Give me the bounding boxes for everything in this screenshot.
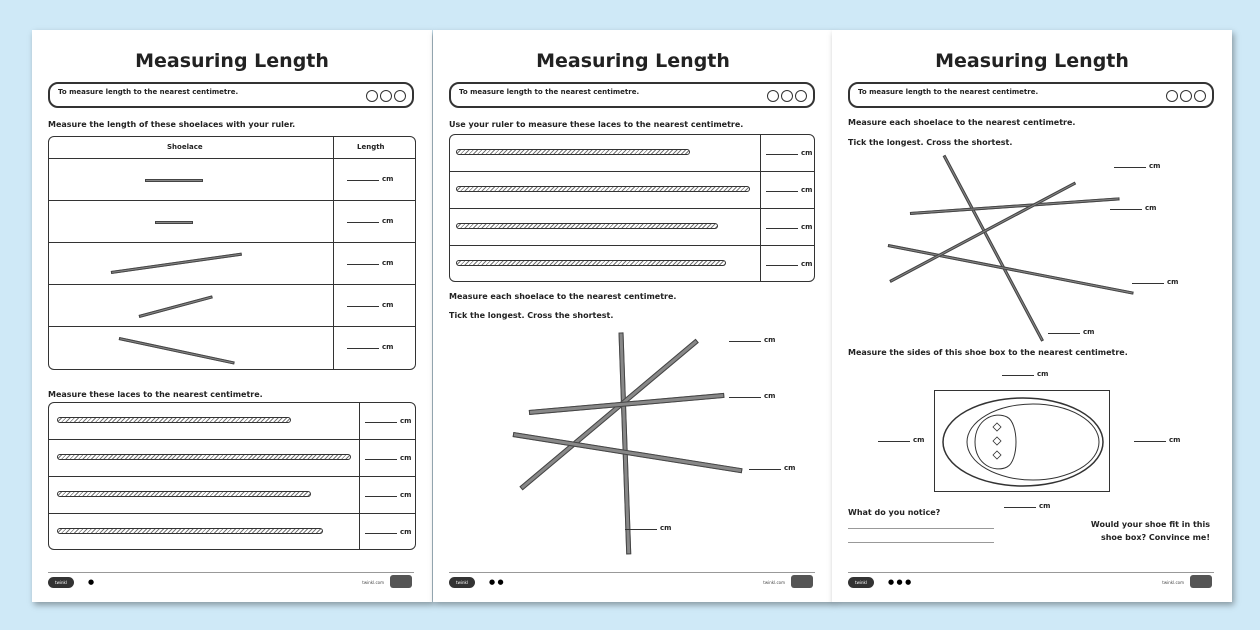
objective-box xyxy=(848,82,1214,108)
page-number-dots: ● ● xyxy=(489,578,504,586)
progress-dots xyxy=(366,90,406,102)
answer-field[interactable]: cm xyxy=(365,417,411,425)
page-footer xyxy=(48,572,414,590)
objective-text: To measure length to the nearest centimetre. xyxy=(858,88,1039,96)
progress-dot xyxy=(1166,90,1178,102)
table-row xyxy=(49,477,415,514)
answer-field[interactable]: cm xyxy=(1132,278,1178,286)
answer-field[interactable]: cm xyxy=(766,149,812,157)
answer-field[interactable]: cm xyxy=(625,524,671,532)
site-url: twinkl.com xyxy=(1162,580,1184,585)
table-row xyxy=(450,172,814,209)
answer-field[interactable]: cm xyxy=(766,186,812,194)
progress-dot xyxy=(1180,90,1192,102)
answer-field[interactable]: cm xyxy=(1114,162,1160,170)
answer-field[interactable]: cm xyxy=(1002,370,1048,378)
objective-text: To measure length to the nearest centimetre. xyxy=(459,88,640,96)
table-row xyxy=(450,246,814,282)
instruction: Measure the sides of this shoe box to the nearest centimetre. xyxy=(848,348,1128,357)
answer-field[interactable]: cm xyxy=(878,436,924,444)
writing-line[interactable] xyxy=(848,528,994,529)
worksheet-page-3 xyxy=(832,30,1232,602)
objective-box xyxy=(449,82,815,108)
worksheet-page-2 xyxy=(433,30,833,602)
page-footer xyxy=(449,572,815,590)
progress-dot xyxy=(380,90,392,102)
badge-icon xyxy=(390,575,412,588)
page-title: Measuring Length xyxy=(536,50,730,72)
progress-dot xyxy=(394,90,406,102)
page-number-dots: ● ● ● xyxy=(888,578,912,586)
answer-field[interactable]: cm xyxy=(365,528,411,536)
objective-text: To measure length to the nearest centimetre. xyxy=(58,88,239,96)
answer-field[interactable]: cm xyxy=(1004,502,1050,510)
page-title: Measuring Length xyxy=(935,50,1129,72)
answer-field[interactable]: cm xyxy=(347,175,393,183)
convince-question: Would your shoe fit in this shoe box? Convince me! xyxy=(1090,520,1210,542)
progress-dot xyxy=(1194,90,1206,102)
answer-field[interactable]: cm xyxy=(766,223,812,231)
objective-box xyxy=(48,82,414,108)
page-number-dots: ● xyxy=(88,578,95,586)
instruction: Measure these laces to the nearest centimetre. xyxy=(48,390,263,399)
table-row xyxy=(49,159,415,201)
answer-field[interactable]: cm xyxy=(1110,204,1156,212)
answer-field[interactable]: cm xyxy=(347,217,393,225)
table-header xyxy=(49,137,415,159)
column-header: Length xyxy=(357,143,385,151)
progress-dot xyxy=(781,90,793,102)
twinkl-logo: twinkl xyxy=(449,577,475,588)
table-row xyxy=(450,135,814,172)
answer-field[interactable]: cm xyxy=(729,392,775,400)
instruction: Measure the length of these shoelaces with your ruler. xyxy=(48,120,296,129)
laces-table xyxy=(48,402,416,550)
answer-field[interactable]: cm xyxy=(365,491,411,499)
answer-field[interactable]: cm xyxy=(347,301,393,309)
badge-icon xyxy=(791,575,813,588)
instruction: Measure each shoelace to the nearest centimetre. xyxy=(449,292,677,301)
column-header: Shoelace xyxy=(167,143,203,151)
laces-table xyxy=(449,134,815,282)
table-row xyxy=(49,285,415,327)
answer-field[interactable]: cm xyxy=(1134,436,1180,444)
answer-field[interactable]: cm xyxy=(347,259,393,267)
instruction: Tick the longest. Cross the shortest. xyxy=(449,311,614,320)
twinkl-logo: twinkl xyxy=(48,577,74,588)
page-footer xyxy=(848,572,1214,590)
table-row xyxy=(450,209,814,246)
instruction: Use your ruler to measure these laces to the nearest centimetre. xyxy=(449,120,744,129)
badge-icon xyxy=(1190,575,1212,588)
table-row xyxy=(49,243,415,285)
site-url: twinkl.com xyxy=(362,580,384,585)
progress-dots xyxy=(1166,90,1206,102)
progress-dot xyxy=(366,90,378,102)
table-row xyxy=(49,327,415,369)
answer-field[interactable]: cm xyxy=(749,464,795,472)
instruction: Tick the longest. Cross the shortest. xyxy=(848,138,1013,147)
shoe-box-diagram xyxy=(934,390,1110,492)
progress-dot xyxy=(795,90,807,102)
writing-line[interactable] xyxy=(848,542,994,543)
table-row xyxy=(49,201,415,243)
twinkl-logo: twinkl xyxy=(848,577,874,588)
answer-field[interactable]: cm xyxy=(347,343,393,351)
progress-dot xyxy=(767,90,779,102)
progress-dots xyxy=(767,90,807,102)
worksheet-page-1 xyxy=(32,30,432,602)
answer-field[interactable]: cm xyxy=(1048,328,1094,336)
table-row xyxy=(49,440,415,477)
answer-field[interactable]: cm xyxy=(766,260,812,268)
shoelace-table xyxy=(48,136,416,370)
site-url: twinkl.com xyxy=(763,580,785,585)
table-row xyxy=(49,403,415,440)
page-title: Measuring Length xyxy=(135,50,329,72)
answer-field[interactable]: cm xyxy=(729,336,775,344)
notice-question: What do you notice? xyxy=(848,508,941,517)
table-row xyxy=(49,514,415,550)
instruction: Measure each shoelace to the nearest centimetre. xyxy=(848,118,1076,127)
answer-field[interactable]: cm xyxy=(365,454,411,462)
